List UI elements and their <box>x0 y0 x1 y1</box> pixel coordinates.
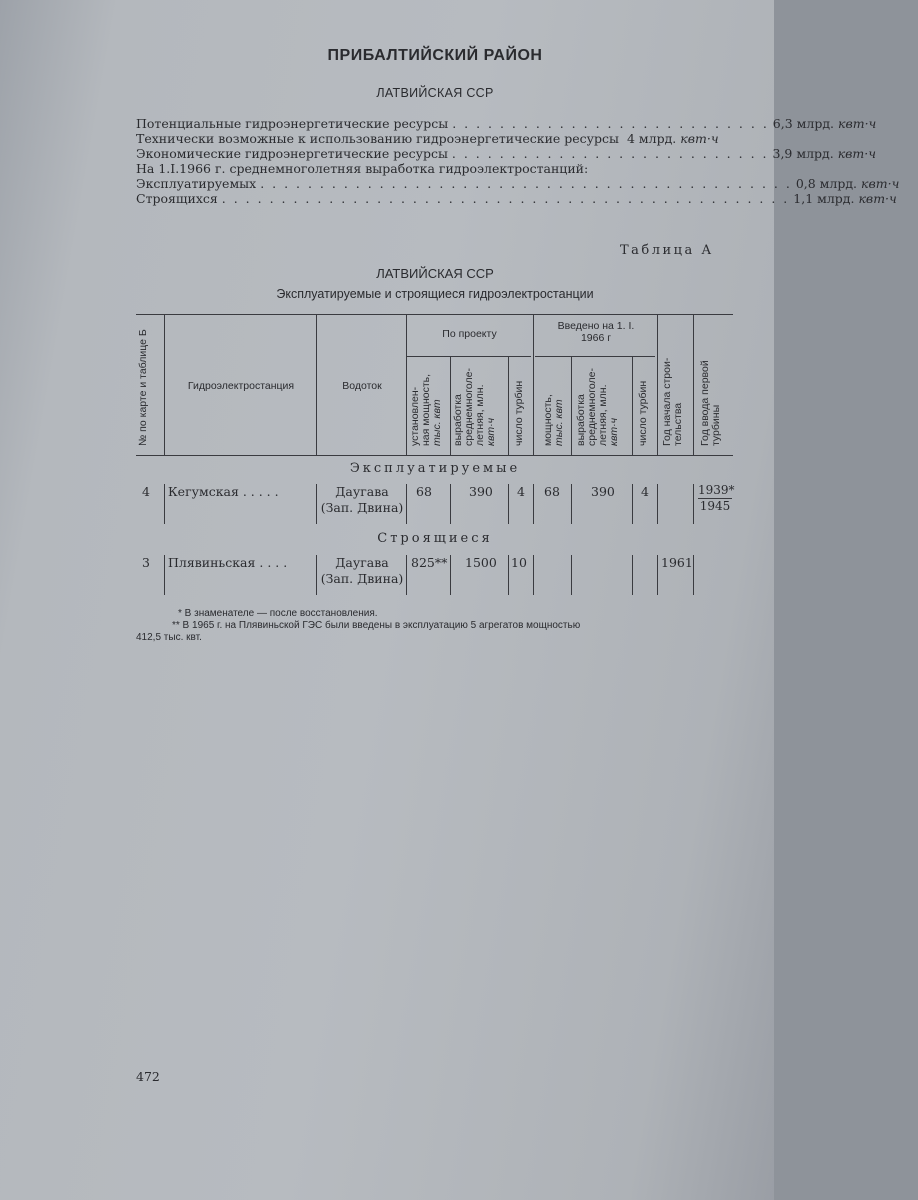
book-page: ПРИБАЛТИЙСКИЙ РАЙОН ЛАТВИЙСКАЯ ССР Потенциальные гидроэнергетические ресурсы . . . . . . . . . . . . . . . . . . . . . . . . . . . 6,3 млрд. квт·ч Технически возможные к использованию гидроэнергетические ресурсы 4 млрд. квт·ч Экономические гидроэнергетические ресурсы . . . . . . . . . . . . . . . . . . . . . . . . . . . 3,9 млрд. квт·ч На 1.I.1966 г. среднемноголетняя выработка гидроэлектростанций: Эксплуатируемых . . . . . . . . . . . . . . . . . . . . . . . . . . . . . . . . . . . . . . . . . . . . . 0,8 млрд. квт·ч Строящихся . . . . . . . . . . . . . . . . . . . . . . . . . . . . . . . . . . . . . . . . . . . . . . . . 1,1 млрд. квт·ч Таблица А ЛАТВИЙСКАЯ ССР Эксплуатируемые и строящиеся гидроэлектростанции № по карте и таблице Б Гидроэлектростанция Водоток По проекту Введено на 1. I. 1966 г установлен- ная мощность, тыс. квт выработка среднемноголе- летняя, млн. квт·ч число турбин мощность, тыс. квт выработка среднемноголе- летняя, млн. квт·ч число турбин Год начала строи- тельства Год ввода первой турбины Эксплуатируемые 4 Кегумская . . . . . Даугава (Зап. Двина) 68 390 4 68 390 4 1939* 1945 Строящиеся 3 Плявиньская . . . . Даугава (Зап. Двина) 825** 1500 10 1961 * В знаменателе — после восстановления. ** В 1965 г. на Плявиньской ГЭС были введены в эксплуатацию 5 агрегатов мощностью 412,5 тыс. квт. 472 <box>0 0 774 1200</box>
header-power: мощность, тыс. квт <box>542 394 565 446</box>
resource-row: Эксплуатируемых . . . . . . . . . . . . . . . . . . . . . . . . . . . . . . . . . . . . . . . . . . . . . 0,8 млрд. квт·ч <box>136 176 900 191</box>
footnote-1: * В знаменателе — после восстановления. <box>178 608 378 619</box>
header-in-turbines: число турбин <box>637 380 649 446</box>
resource-row: Экономические гидроэнергетические ресурсы . . . . . . . . . . . . . . . . . . . . . . . . . . . 3,9 млрд. квт·ч <box>136 146 877 161</box>
table-header-rule <box>136 455 733 456</box>
section-title: Строящиеся <box>377 531 493 546</box>
resource-row: Строящихся . . . . . . . . . . . . . . . . . . . . . . . . . . . . . . . . . . . . . . . . . . . . . . . . 1,1 млрд. квт·ч <box>136 191 897 206</box>
page-number: 472 <box>136 1069 160 1084</box>
header-introduced: Введено на 1. I. 1966 г <box>557 320 635 344</box>
introduced-subrule <box>535 356 655 357</box>
header-num: № по карте и таблице Б <box>137 329 149 446</box>
table-top-rule <box>136 314 733 315</box>
first-year-fraction: 1939* 1945 <box>698 483 735 513</box>
footnote-2-cont: 412,5 тыс. квт. <box>136 632 202 643</box>
resource-row: Потенциальные гидроэнергетические ресурсы . . . . . . . . . . . . . . . . . . . . . . . . . . . 6,3 млрд. квт·ч <box>136 116 877 131</box>
header-river: Водоток <box>342 380 382 392</box>
header-turbines: число турбин <box>513 380 525 446</box>
resource-row: Технически возможные к использованию гидроэнергетические ресурсы 4 млрд. квт·ч <box>136 131 719 146</box>
table-label: Таблица А <box>620 243 714 258</box>
header-station: Гидроэлектростанция <box>187 380 295 392</box>
project-subrule <box>406 356 531 357</box>
header-start-year: Год начала строи- тельства <box>661 357 684 446</box>
region-title: ПРИБАЛТИЙСКИЙ РАЙОН <box>327 47 543 64</box>
header-in-output: выработка среднемноголе- летняя, млн. квт·ч <box>575 368 620 446</box>
header-output: выработка среднемноголе- летняя, млн. квт·ч <box>452 368 497 446</box>
header-installed: установлен- ная мощность, тыс. квт <box>409 373 443 446</box>
republic-title: ЛАТВИЙСКАЯ ССР <box>376 86 494 100</box>
table-republic: ЛАТВИЙСКАЯ ССР <box>376 266 494 281</box>
table-caption: Эксплуатируемые и строящиеся гидроэлектростанции <box>276 287 594 301</box>
header-first-turbine: Год ввода первой турбины <box>699 360 722 446</box>
resources-list <box>136 116 900 206</box>
header-project: По проекту <box>442 328 497 340</box>
footnote-2: ** В 1965 г. на Плявиньской ГЭС были введены в эксплуатацию 5 агрегатов мощностью <box>172 620 581 631</box>
section-title: Эксплуатируемые <box>349 461 521 476</box>
resource-row: На 1.I.1966 г. среднемноголетняя выработка гидроэлектростанций: <box>136 161 589 176</box>
